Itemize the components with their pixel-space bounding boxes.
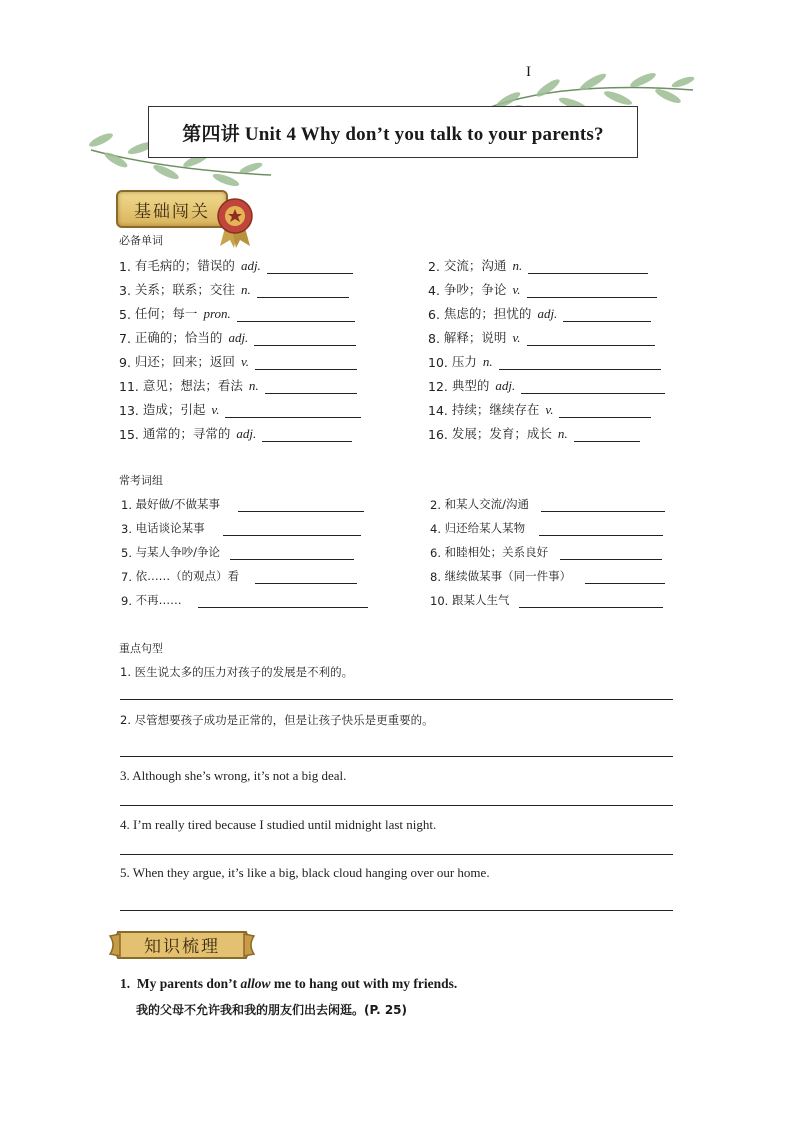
phrase-item <box>121 592 368 608</box>
answer-blank[interactable] <box>539 523 663 536</box>
answer-blank[interactable] <box>541 499 665 512</box>
vocab-num: 7. <box>119 331 131 346</box>
vocab-cn: 正确的；恰当的 <box>134 330 223 345</box>
answer-blank[interactable] <box>223 523 361 536</box>
answer-line[interactable] <box>120 756 673 757</box>
vocab-num: 3. <box>119 283 131 298</box>
answer-line[interactable] <box>120 805 673 806</box>
vocab-pos: adj. <box>537 306 558 321</box>
vocab-item <box>119 376 357 394</box>
vocab-num: 9. <box>119 355 131 370</box>
sentence-prompt: 2. 尽管想要孩子成功是正常的，但是让孩子快乐是更重要的。 <box>120 713 434 727</box>
vocab-cn: 典型的 <box>451 378 490 393</box>
answer-blank[interactable] <box>237 309 355 322</box>
answer-blank[interactable] <box>519 595 663 608</box>
vocab-cn: 焦虑的；担忧的 <box>443 306 532 321</box>
sentence-prompt: 1. 医生说太多的压力对孩子的发展是不利的。 <box>120 665 354 679</box>
phrase-cn: 和某人交流/沟通 <box>444 497 530 511</box>
sentence-prompt: 5. When they argue, it’s like a big, black cloud hanging over our home. <box>120 865 490 880</box>
answer-blank[interactable] <box>225 405 361 418</box>
answer-blank[interactable] <box>238 499 364 512</box>
vocab-cn: 争吵；争论 <box>443 282 507 297</box>
phrase-num: 5. <box>121 546 132 560</box>
vocab-num: 16. <box>428 427 448 442</box>
vocab-pos: v. <box>211 402 220 417</box>
vocab-cn: 持续；继续存在 <box>451 402 540 417</box>
vocab-cn: 关系；联系；交往 <box>134 282 235 297</box>
phrase-num: 9. <box>121 594 132 608</box>
vocab-cn: 发展；发育；成长 <box>451 426 552 441</box>
section1-banner: 基础闯关 <box>116 190 228 228</box>
vocab-cn: 解释；说明 <box>443 330 507 345</box>
vocab-pos: v. <box>512 282 521 297</box>
vocab-item <box>119 304 355 322</box>
phrase-num: 7. <box>121 570 132 584</box>
answer-blank[interactable] <box>563 309 651 322</box>
phrase-num: 4. <box>430 522 441 536</box>
vocab-item <box>428 256 648 274</box>
phrase-cn: 和睦相处；关系良好 <box>444 545 549 559</box>
answer-blank[interactable] <box>527 333 655 346</box>
vocab-pos: pron. <box>203 306 231 321</box>
vocab-item <box>119 400 361 418</box>
vocab-pos: n. <box>512 258 523 273</box>
answer-line[interactable] <box>120 699 673 700</box>
phrase-item <box>121 568 357 584</box>
vocab-item <box>428 424 640 442</box>
phrase-cn: 与某人争吵/争论 <box>135 545 221 559</box>
sentence-prompt: 4. I’m really tired because I studied until midnight last night. <box>120 817 437 832</box>
vocab-item <box>428 400 651 418</box>
vocab-num: 14. <box>428 403 448 418</box>
vocab-item <box>119 352 357 370</box>
vocab-pos: n. <box>482 354 493 369</box>
answer-blank[interactable] <box>255 571 357 584</box>
answer-blank[interactable] <box>230 547 354 560</box>
answer-line[interactable] <box>120 910 673 911</box>
knowledge-item-en <box>120 976 457 992</box>
phrase-num: 8. <box>430 570 441 584</box>
vocab-pos: n. <box>240 282 251 297</box>
vocab-item <box>428 376 665 394</box>
vocab-num: 1. <box>119 259 131 274</box>
answer-blank[interactable] <box>198 595 368 608</box>
knowledge-en-after: me to hang out with my friends. <box>270 976 458 991</box>
section2-banner-label: 知识梳理 <box>144 937 220 957</box>
vocab-item <box>119 256 353 274</box>
knowledge-en-before: My parents don’t <box>136 976 241 991</box>
vocab-item <box>119 328 356 346</box>
rosette-badge-icon <box>212 196 258 248</box>
phrase-cn: 电话谈论某事 <box>135 521 205 535</box>
answer-line[interactable] <box>120 854 673 855</box>
vocab-cn: 任何；每一 <box>134 306 198 321</box>
phrase-item <box>430 496 665 512</box>
page-mark: I <box>526 64 531 80</box>
vocab-pos: n. <box>248 378 259 393</box>
answer-blank[interactable] <box>262 429 352 442</box>
vocab-item <box>119 280 349 298</box>
answer-blank[interactable] <box>585 571 665 584</box>
knowledge-en-keyword: allow <box>240 976 271 991</box>
phrase-cn: 归还给某人某物 <box>444 521 526 535</box>
vocab-cn: 造成；引起 <box>142 402 206 417</box>
answer-blank[interactable] <box>265 381 357 394</box>
vocab-num: 11. <box>119 379 139 394</box>
knowledge-num: 1. <box>120 976 131 991</box>
answer-blank[interactable] <box>257 285 349 298</box>
answer-blank[interactable] <box>499 357 661 370</box>
vocab-pos: n. <box>557 426 568 441</box>
knowledge-item-cn: 我的父母不允许我和我的朋友们出去闲逛。(P. 25) <box>136 1003 407 1017</box>
phrase-item <box>430 592 663 608</box>
vocab-item <box>428 280 657 298</box>
phrase-num: 1. <box>121 498 132 512</box>
answer-blank[interactable] <box>254 333 356 346</box>
phrase-item <box>121 520 361 536</box>
vocab-cn: 交流；沟通 <box>443 258 507 273</box>
sentence-prompt: 3. Although she’s wrong, it’s not a big deal. <box>120 768 347 783</box>
vocab-cn: 有毛病的；错误的 <box>134 258 235 273</box>
phrase-cn: 不再…… <box>135 593 182 607</box>
vocab-num: 5. <box>119 307 131 322</box>
phrase-heading: 常考词组 <box>119 474 163 487</box>
vocab-num: 4. <box>428 283 440 298</box>
vocab-item <box>119 424 352 442</box>
phrase-num: 6. <box>430 546 441 560</box>
vocab-cn: 压力 <box>451 354 477 369</box>
phrase-cn: 依……（的观点）看 <box>135 569 240 583</box>
page-title: 第四讲 Unit 4 Why don’t you talk to your parents? <box>182 123 604 145</box>
phrase-cn: 继续做某事（同一件事） <box>444 569 572 583</box>
vocab-num: 8. <box>428 331 440 346</box>
vocab-cn: 归还；回来；返回 <box>134 354 235 369</box>
phrase-item <box>430 520 663 536</box>
answer-blank[interactable] <box>255 357 357 370</box>
title-box <box>148 106 638 158</box>
vocab-num: 12. <box>428 379 448 394</box>
phrase-cn: 跟某人生气 <box>451 593 510 607</box>
phrase-num: 2. <box>430 498 441 512</box>
vocab-pos: v. <box>545 402 554 417</box>
answer-blank[interactable] <box>527 285 657 298</box>
phrase-item <box>121 496 364 512</box>
answer-blank[interactable] <box>267 261 353 274</box>
vocab-cn: 意见；想法；看法 <box>142 378 243 393</box>
vocab-pos: adj. <box>236 426 257 441</box>
vocab-cn: 通常的；寻常的 <box>142 426 231 441</box>
vocab-num: 13. <box>119 403 139 418</box>
answer-blank[interactable] <box>521 381 665 394</box>
vocab-item <box>428 352 661 370</box>
answer-blank[interactable] <box>559 405 651 418</box>
vocab-num: 2. <box>428 259 440 274</box>
vocab-num: 6. <box>428 307 440 322</box>
phrase-num: 10. <box>430 594 449 608</box>
answer-blank[interactable] <box>560 547 662 560</box>
vocab-heading: 必备单词 <box>119 234 163 247</box>
phrase-cn: 最好做/不做某事 <box>135 497 221 511</box>
phrase-item <box>121 544 354 560</box>
vocab-pos: v. <box>512 330 521 345</box>
vocab-item <box>428 304 651 322</box>
answer-blank[interactable] <box>574 429 640 442</box>
vocab-pos: adj. <box>240 258 261 273</box>
sentence-heading: 重点句型 <box>119 642 163 655</box>
phrase-item <box>430 544 662 560</box>
vocab-pos: adj. <box>228 330 249 345</box>
phrase-item <box>430 568 665 584</box>
answer-blank[interactable] <box>528 261 648 274</box>
vocab-pos: v. <box>240 354 249 369</box>
vocab-num: 15. <box>119 427 139 442</box>
phrase-num: 3. <box>121 522 132 536</box>
vocab-num: 10. <box>428 355 448 370</box>
vocab-pos: adj. <box>495 378 516 393</box>
vocab-item <box>428 328 655 346</box>
